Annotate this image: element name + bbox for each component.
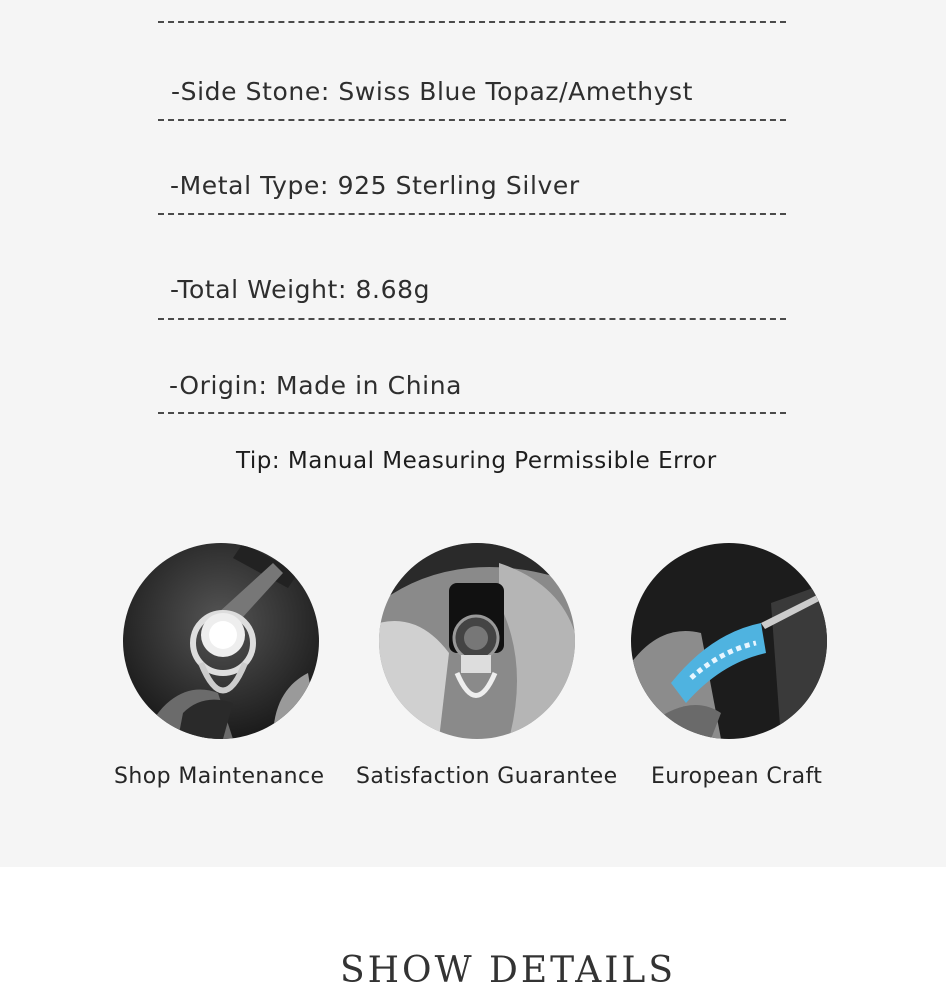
spec-side-stone: -Side Stone: Swiss Blue Topaz/Amethyst — [171, 77, 694, 106]
dashed-divider — [158, 119, 786, 121]
spec-metal-type: -Metal Type: 925 Sterling Silver — [170, 171, 580, 200]
badge-label-shop-maintenance: Shop Maintenance — [114, 764, 325, 789]
dashed-divider — [158, 412, 786, 414]
badge-label-european-craft: European Craft — [651, 764, 823, 789]
dashed-divider — [158, 318, 786, 320]
ring-pliers-photo-icon — [123, 543, 319, 739]
spec-origin: -Origin: Made in China — [169, 371, 463, 400]
spec-total-weight: -Total Weight: 8.68g — [170, 275, 431, 304]
loupe-inspection-photo-icon — [379, 543, 575, 739]
ring-engraving-photo-icon — [631, 543, 827, 739]
section-title: SHOW DETAILS — [340, 950, 676, 991]
dashed-divider — [158, 213, 786, 215]
dashed-divider — [158, 21, 786, 23]
badge-label-satisfaction-guarantee: Satisfaction Guarantee — [356, 764, 618, 789]
measuring-tip: Tip: Manual Measuring Permissible Error — [236, 448, 717, 474]
